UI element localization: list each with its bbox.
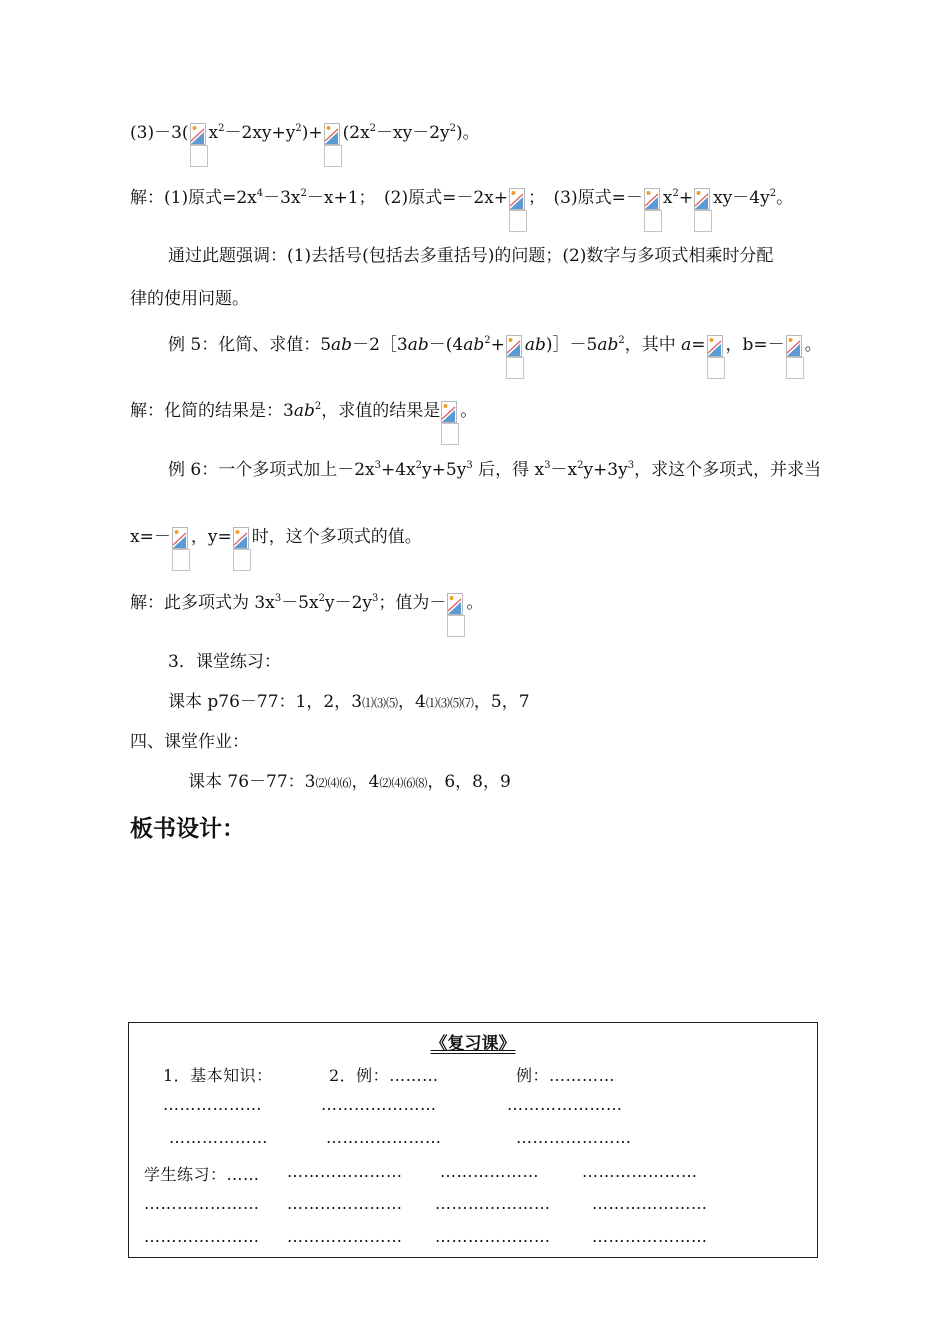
board-dots: ………………… <box>582 1162 698 1181</box>
practice-line: 课本 p76－77：1，2，3⑴⑶⑸，4⑴⑶⑸⑺，5，7 <box>168 692 530 712</box>
solution-6-line: 解：此多项式为 $3x^3-5x^2y-2y^3$；值为－ 。 <box>130 592 483 637</box>
image-placeholder-icon <box>190 123 208 167</box>
emphasis-line-1: 通过此题强调：(1)去括号(包括去多重括号)的问题；(2)数字与多项式相乘时分配 <box>168 246 774 266</box>
solution-5-line: 解：化简的结果是：$3ab^2$，求值的结果是 。 <box>130 400 477 445</box>
board-dots: ………………… <box>321 1095 437 1114</box>
emphasis-line-2: 律的使用问题。 <box>130 289 249 309</box>
image-placeholder-icon <box>447 593 465 637</box>
image-placeholder-icon <box>694 188 712 232</box>
example-5-line: 例 5：化简、求值：$5ab-2[3ab-(4ab^2+$ $ab)]-5ab^2$，其中 a= ，b=－ 。 <box>168 334 822 379</box>
board-dots: ………………… <box>326 1128 442 1147</box>
board-dots: ………………… <box>592 1194 708 1213</box>
image-placeholder-icon <box>441 401 459 445</box>
image-placeholder-icon <box>644 188 662 232</box>
image-placeholder-icon <box>233 527 251 571</box>
board-dots: ………………… <box>435 1194 551 1213</box>
homework-title: 四、课堂作业： <box>130 732 249 752</box>
board-basic-knowledge: 1．基本知识： <box>163 1066 273 1085</box>
image-placeholder-icon <box>324 123 342 167</box>
image-placeholder-icon <box>172 527 190 571</box>
example-3-line: (3)－3( $x^2-2xy+y^2)+$ $(2x^2-xy-2y^2)$。 <box>130 122 480 167</box>
example-6-line: 例 6：一个多项式加上$-2x^3+4x^2y+5y^3$ 后，得 $x^3-x^2y+3y^3$，求这个多项式，并求当 <box>168 460 822 480</box>
board-dots: ……………… <box>163 1095 262 1114</box>
board-title: 《复习课》 <box>430 1034 516 1054</box>
board-dots: ………………… <box>516 1128 632 1147</box>
board-design-heading: 板书设计： <box>130 816 245 842</box>
solution-1-line: 解：(1)原式$=2x^4-3x^2-x+1$； (2)原式=－2x+ ； (3)原式=－ $x^2+$ $xy-4y^2$。 <box>130 187 793 232</box>
homework-line: 课本 76－77：3⑵⑷⑹，4⑵⑷⑹⑻，6，8，9 <box>188 772 511 792</box>
board-dots: ………………… <box>592 1227 708 1246</box>
image-placeholder-icon <box>786 335 804 379</box>
practice-title: 3．课堂练习： <box>168 652 281 672</box>
board-dots: ………………… <box>287 1194 403 1213</box>
board-dots: ………………… <box>144 1194 260 1213</box>
image-placeholder-icon <box>506 335 524 379</box>
example-6-line-2: x=－ ，y= 时，这个多项式的值。 <box>130 526 422 571</box>
board-design-box <box>128 1022 818 1258</box>
board-example-2: 2．例：……… <box>329 1066 439 1085</box>
image-placeholder-icon <box>707 335 725 379</box>
board-dots: ………………… <box>507 1095 623 1114</box>
board-dots: ………………… <box>435 1227 551 1246</box>
board-dots: ………………… <box>287 1162 403 1181</box>
board-dots: ………………… <box>144 1227 260 1246</box>
image-placeholder-icon <box>509 188 527 232</box>
board-example: 例：………… <box>516 1066 616 1085</box>
board-dots: ………………… <box>287 1227 403 1246</box>
board-dots: ……………… <box>169 1128 268 1147</box>
board-student-practice: 学生练习：…… <box>144 1165 260 1184</box>
board-dots: ……………… <box>440 1162 539 1181</box>
